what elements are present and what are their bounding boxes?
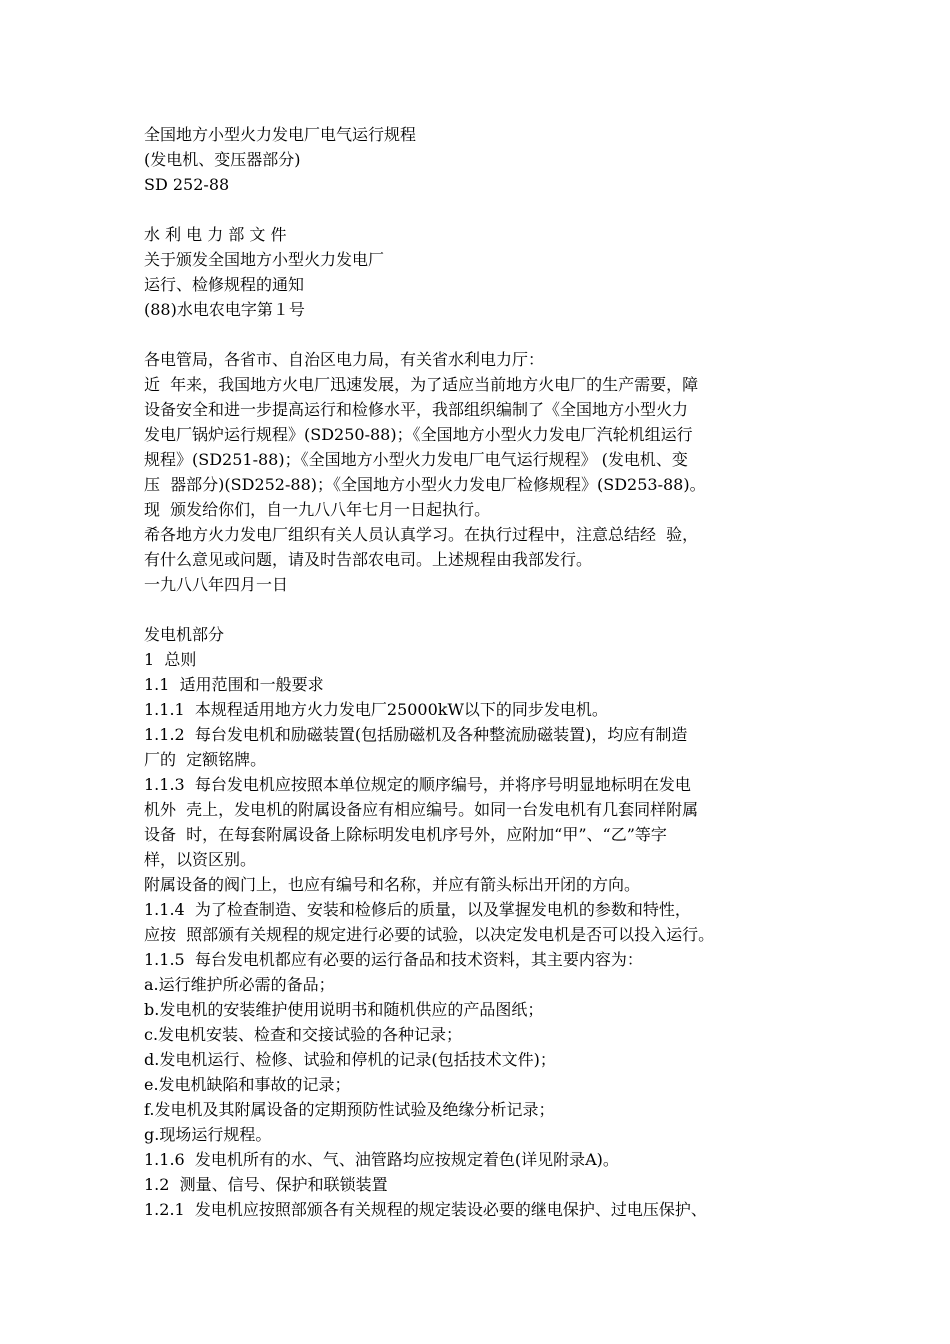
list-item: g.现场运行规程。 xyxy=(144,1125,272,1144)
subsection-heading: 1.2 测量、信号、保护和联锁装置 xyxy=(144,1175,388,1194)
notice-title-line: 运行、检修规程的通知 xyxy=(144,275,305,294)
clause-line: 1.2.1 发电机应按照部颁各有关规程的规定装设必要的继电保护、过电压保护、 xyxy=(144,1200,707,1219)
notice-header xyxy=(144,222,844,322)
body-line: 压 器部分)(SD252-88)；《全国地方小型火力发电厂检修规程》(SD253-88)。 xyxy=(144,475,706,494)
body-line: 设备安全和进一步提高运行和检修水平，我部组织编制了《全国地方小型火力 xyxy=(144,400,689,419)
clause-line: 1.1.4 为了检查制造、安装和检修后的质量，以及掌握发电机的参数和特性， xyxy=(144,900,691,919)
list-item: b.发电机的安装维护使用说明书和随机供应的产品图纸； xyxy=(144,1000,544,1019)
subsection-heading: 1.1 适用范围和一般要求 xyxy=(144,675,324,694)
blank-line xyxy=(144,322,844,347)
body-line: 有什么意见或问题，请及时告部农电司。上述规程由我部发行。 xyxy=(144,550,593,569)
notice-date: 一九八八年四月一日 xyxy=(144,575,289,594)
list-item: a.运行维护所必需的备品； xyxy=(144,975,335,994)
body-line: 各电管局，各省市、自治区电力局，有关省水利电力厅： xyxy=(144,350,545,369)
document-title: 全国地方小型火力发电厂电气运行规程 xyxy=(144,125,417,144)
body-line: 发电厂锅炉运行规程》(SD250-88)；《全国地方小型火力发电厂汽轮机组运行 xyxy=(144,425,693,444)
chapter-heading: 1 总则 xyxy=(144,650,197,669)
blank-line xyxy=(144,597,844,622)
generator-section xyxy=(144,622,844,1222)
clause-line: 1.1.1 本规程适用地方火力发电厂25000kW以下的同步发电机。 xyxy=(144,700,608,719)
clause-line: 设备 时，在每套附属设备上除标明发电机序号外，应附加“甲”、“乙”等字 xyxy=(144,825,667,844)
clause-line: 厂的 定额铭牌。 xyxy=(144,750,267,769)
body-line: 规程》(SD251-88)；《全国地方小型火力发电厂电气运行规程》 (发电机、变 xyxy=(144,450,688,469)
notice-title-line: 关于颁发全国地方小型火力发电厂 xyxy=(144,250,385,269)
section-heading: 发电机部分 xyxy=(144,625,225,644)
clause-line: 1.1.3 每台发电机应按照本单位规定的顺序编号，并将序号明显地标明在发电 xyxy=(144,775,691,794)
body-line: 现 颁发给你们，自一九八八年七月一日起执行。 xyxy=(144,500,491,519)
list-item: d.发电机运行、检修、试验和停机的记录(包括技术文件)； xyxy=(144,1050,556,1069)
blank-line xyxy=(144,197,844,222)
document-header xyxy=(144,122,844,197)
document-subtitle: (发电机、变压器部分) xyxy=(144,150,301,169)
issuer-name: 水 利 电 力 部 文 件 xyxy=(144,225,287,244)
clause-line: 1.1.5 每台发电机都应有必要的运行备品和技术资料，其主要内容为： xyxy=(144,950,643,969)
clause-line: 机外 壳上，发电机的附属设备应有相应编号。如同一台发电机有几套同样附属 xyxy=(144,800,699,819)
notice-body xyxy=(144,347,844,597)
body-line: 希各地方火力发电厂组织有关人员认真学习。在执行过程中，注意总结经 验， xyxy=(144,525,699,544)
clause-line: 应按 照部颁有关规程的规定进行必要的试验，以决定发电机是否可以投入运行。 xyxy=(144,925,715,944)
list-item: c.发电机安装、检查和交接试验的各种记录； xyxy=(144,1025,463,1044)
clause-line: 样，以资区别。 xyxy=(144,850,257,869)
standard-code: SD 252-88 xyxy=(144,175,230,194)
list-item: f.发电机及其附属设备的定期预防性试验及绝缘分析记录； xyxy=(144,1100,555,1119)
list-item: e.发电机缺陷和事故的记录； xyxy=(144,1075,351,1094)
body-line: 近 年来，我国地方火电厂迅速发展，为了适应当前地方火电厂的生产需要，障 xyxy=(144,375,699,394)
document-number: (88)水电农电字第１号 xyxy=(144,300,305,319)
clause-line: 1.1.2 每台发电机和励磁装置(包括励磁机及各种整流励磁装置)，均应有制造 xyxy=(144,725,688,744)
clause-line: 1.1.6 发电机所有的水、气、油管路均应按规定着色(详见附录A)。 xyxy=(144,1150,619,1169)
clause-line: 附属设备的阀门上，也应有编号和名称，并应有箭头标出开闭的方向。 xyxy=(144,875,641,894)
document-page xyxy=(144,122,844,1222)
